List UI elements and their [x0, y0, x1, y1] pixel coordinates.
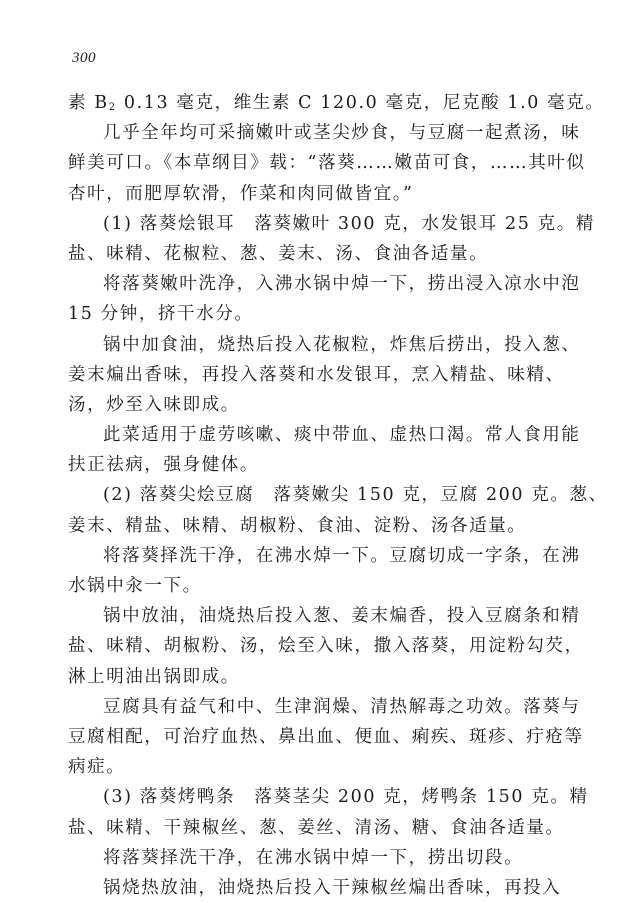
- text-span: 锅中放油，油烧热后投入葱、姜末煸香，投入豆腐条和精: [103, 606, 581, 627]
- text-span: (3) 落葵烤鸭条 落葵茎尖 200 克，烤鸭条 150 克。精: [103, 787, 589, 808]
- subscript-text: 2: [108, 102, 117, 113]
- text-span: 15 分钟，挤干水分。: [68, 304, 254, 325]
- text-line: [68, 330, 581, 360]
- text-line: [68, 179, 568, 209]
- text-line: [68, 782, 589, 812]
- text-line: [68, 209, 595, 239]
- text-span: 锅烧热放油，油烧热后投入干辣椒丝煸出香味，再投入: [103, 877, 562, 898]
- text-span: 杏叶，而肥厚软滑，作菜和肉同做皆宜。”: [68, 183, 414, 204]
- text-span: 豆腐相配，可治疗血热、鼻出血、便血、痢疾、斑疹、疔疮等: [68, 726, 584, 747]
- text-line: [68, 511, 568, 541]
- text-span: 素 B: [68, 93, 109, 113]
- text-line: [68, 752, 568, 782]
- text-line: [68, 722, 584, 752]
- text-span: 豆腐具有益气和中、生津润燥、清热解毒之功效。落葵与: [103, 696, 581, 717]
- text-line: [68, 662, 568, 692]
- text-span: 0.13 毫克，维生素 C 120.0 毫克，尼克酸 1.0 毫克。: [116, 93, 605, 113]
- text-span: (1) 落葵烩银耳 落葵嫩叶 300 克，水发银耳 25 克。精: [103, 213, 595, 234]
- text-span: 几乎全年均可采摘嫩叶或茎尖炒食，与豆腐一起煮汤，味: [103, 123, 581, 144]
- text-span: 扶正祛病，强身健体。: [68, 455, 259, 476]
- text-span: 鲜美可口。《本草纲目》载：“落葵……嫩苗可食，……其叶似: [68, 153, 586, 174]
- text-line: [68, 631, 584, 661]
- text-span: 姜末、精盐、味精、胡椒粉、食油、淀粉、汤各适量。: [68, 515, 527, 536]
- text-span: 汤，炒至入味即成。: [68, 394, 240, 415]
- text-span: 病症。: [68, 757, 126, 778]
- text-line: [68, 239, 568, 269]
- text-line: [68, 360, 568, 390]
- text-line: [68, 571, 568, 601]
- text-span: 盐、味精、花椒粒、葱、姜末、汤、食油各适量。: [68, 243, 489, 264]
- text-line: [68, 541, 581, 571]
- text-span: 姜末煸出香味，再投入落葵和水发银耳，烹入精盐、味精、: [68, 364, 565, 385]
- text-line: [68, 450, 568, 480]
- text-span: 锅中加食油，烧热后投入花椒粒，炸焦后捞出，投入葱、: [103, 334, 581, 355]
- body-text: [68, 88, 608, 903]
- text-span: 将落葵嫩叶洗净，入沸水锅中焯一下，捞出浸入凉水中泡: [103, 274, 581, 295]
- page-number: 300: [72, 50, 96, 66]
- text-line: [68, 480, 608, 510]
- text-line: [68, 601, 581, 631]
- text-line: [68, 88, 605, 118]
- text-line: [68, 269, 581, 299]
- text-line: [68, 420, 581, 450]
- text-line: [68, 843, 568, 873]
- text-span: 水锅中汆一下。: [68, 576, 202, 596]
- text-span: 将落葵择洗干净，在沸水锅中焯一下，捞出切段。: [103, 847, 524, 868]
- text-span: 此菜适用于虚劳咳嗽、痰中带血、虚热口渴。常人食用能: [103, 425, 581, 446]
- text-span: 淋上明油出锅即成。: [68, 666, 240, 687]
- text-span: 将落葵择洗干净，在沸水焯一下。豆腐切成一字条，在沸: [103, 545, 581, 566]
- text-line: [68, 873, 568, 903]
- text-span: 盐、味精、干辣椒丝、葱、姜丝、清汤、糖、食油各适量。: [68, 817, 565, 838]
- text-span: 盐、味精、胡椒粉、汤，烩至入味，撒入落葵，用淀粉勾芡，: [68, 636, 584, 657]
- text-line: [68, 390, 568, 420]
- text-line: [68, 299, 568, 329]
- text-line: [68, 692, 581, 722]
- text-line: [68, 118, 581, 148]
- text-line: [68, 813, 568, 843]
- text-line: [68, 148, 586, 178]
- text-span: (2) 落葵尖烩豆腐 落葵嫩尖 150 克，豆腐 200 克。葱、: [103, 485, 608, 506]
